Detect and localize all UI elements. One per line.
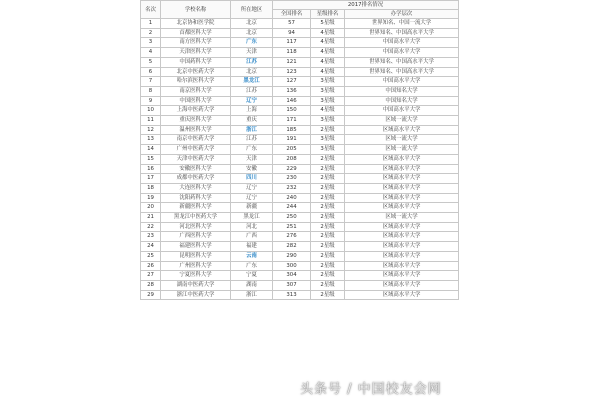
rank-cell: 4 [141,48,161,58]
level-cell: 区域一流大学 [345,116,459,126]
level-cell: 中国高水平大学 [345,38,459,48]
header-school: 学校名称 [161,1,231,19]
star-cell: 4星级 [311,38,345,48]
rank-cell: 11 [141,116,161,126]
rank-cell: 21 [141,213,161,223]
school-cell: 广西医科大学 [161,232,231,242]
ranking-table [140,0,459,300]
national-rank-cell: 290 [273,251,311,261]
level-cell: 区域一流大学 [345,213,459,223]
national-rank-cell: 171 [273,116,311,126]
region-cell: 广东 [231,38,273,48]
rank-cell: 19 [141,193,161,203]
rank-cell: 13 [141,135,161,145]
school-cell: 中国药科大学 [161,57,231,67]
region-cell: 新疆 [231,203,273,213]
school-cell: 大连医科大学 [161,183,231,193]
region-cell: 湖南 [231,280,273,290]
region-cell: 浙江 [231,290,273,300]
star-cell: 2星级 [311,290,345,300]
rank-cell: 7 [141,77,161,87]
rank-cell: 22 [141,222,161,232]
region-cell: 安徽 [231,164,273,174]
school-cell: 昆明医科大学 [161,251,231,261]
rank-cell: 2 [141,28,161,38]
school-cell: 黑龙江中医药大学 [161,213,231,223]
national-rank-cell: 191 [273,135,311,145]
national-rank-cell: 232 [273,183,311,193]
table-row [141,145,459,155]
level-cell: 区域高水平大学 [345,290,459,300]
region-cell: 辽宁 [231,183,273,193]
table-row [141,77,459,87]
region-cell: 江苏 [231,86,273,96]
region-cell: 黑龙江 [231,213,273,223]
table-row [141,213,459,223]
school-cell: 安徽医科大学 [161,164,231,174]
national-rank-cell: 185 [273,125,311,135]
national-rank-cell: 123 [273,67,311,77]
national-rank-cell: 121 [273,57,311,67]
national-rank-cell: 307 [273,280,311,290]
rank-cell: 8 [141,86,161,96]
national-rank-cell: 94 [273,28,311,38]
level-cell: 区域高水平大学 [345,280,459,290]
rank-cell: 26 [141,261,161,271]
header-group: 2017排名情况 [273,1,459,10]
school-cell: 宁夏医科大学 [161,271,231,281]
star-cell: 2星级 [311,183,345,193]
national-rank-cell: 208 [273,154,311,164]
header-rank: 名次 [141,1,161,19]
school-cell: 河北医科大学 [161,222,231,232]
rank-cell: 14 [141,145,161,155]
rank-cell: 15 [141,154,161,164]
table-row [141,28,459,38]
star-cell: 3星级 [311,77,345,87]
table-row [141,174,459,184]
rank-cell: 5 [141,57,161,67]
rank-cell: 9 [141,96,161,106]
rank-cell: 1 [141,19,161,29]
table-row [141,251,459,261]
level-cell: 区域高水平大学 [345,164,459,174]
table-row [141,154,459,164]
national-rank-cell: 251 [273,222,311,232]
star-cell: 2星级 [311,242,345,252]
star-cell: 3星级 [311,116,345,126]
level-cell: 世界知名、中国高水平大学 [345,57,459,67]
level-cell: 中国高水平大学 [345,77,459,87]
region-cell: 江苏 [231,57,273,67]
national-rank-cell: 282 [273,242,311,252]
school-cell: 温州医科大学 [161,125,231,135]
star-cell: 3星级 [311,96,345,106]
rank-cell: 27 [141,271,161,281]
level-cell: 区域一流大学 [345,135,459,145]
rank-cell: 17 [141,174,161,184]
national-rank-cell: 118 [273,48,311,58]
star-cell: 4星级 [311,48,345,58]
rank-cell: 12 [141,125,161,135]
rank-cell: 10 [141,106,161,116]
level-cell: 中国知名大学 [345,86,459,96]
level-cell: 区域高水平大学 [345,271,459,281]
school-cell: 浙江中医药大学 [161,290,231,300]
school-cell: 南京医科大学 [161,86,231,96]
national-rank-cell: 240 [273,193,311,203]
header-level: 办学层次 [345,10,459,19]
header-star-rank: 星级排名 [311,10,345,19]
star-cell: 3星级 [311,86,345,96]
school-cell: 重庆医科大学 [161,116,231,126]
table-row [141,242,459,252]
region-cell: 辽宁 [231,96,273,106]
star-cell: 2星级 [311,251,345,261]
table-row [141,57,459,67]
national-rank-cell: 136 [273,86,311,96]
rank-cell: 16 [141,164,161,174]
star-cell: 3星级 [311,145,345,155]
region-cell: 北京 [231,67,273,77]
national-rank-cell: 229 [273,164,311,174]
level-cell: 区域高水平大学 [345,125,459,135]
rank-cell: 25 [141,251,161,261]
level-cell: 区域高水平大学 [345,183,459,193]
table-row [141,96,459,106]
table-body [141,19,459,300]
star-cell: 2星级 [311,222,345,232]
table-row [141,193,459,203]
school-cell: 北京协和医学院 [161,19,231,29]
table-row [141,271,459,281]
region-cell: 北京 [231,19,273,29]
region-cell: 广西 [231,232,273,242]
star-cell: 2星级 [311,154,345,164]
national-rank-cell: 244 [273,203,311,213]
table-row [141,135,459,145]
school-cell: 沈阳药科大学 [161,193,231,203]
school-cell: 南方医科大学 [161,38,231,48]
star-cell: 4星级 [311,57,345,67]
rank-cell: 23 [141,232,161,242]
level-cell: 区域高水平大学 [345,242,459,252]
rank-cell: 20 [141,203,161,213]
table-row [141,116,459,126]
level-cell: 中国高水平大学 [345,106,459,116]
school-cell: 福建医科大学 [161,242,231,252]
region-cell: 黑龙江 [231,77,273,87]
region-cell: 云南 [231,251,273,261]
star-cell: 2星级 [311,203,345,213]
school-cell: 广州医科大学 [161,261,231,271]
table-row [141,203,459,213]
rank-cell: 18 [141,183,161,193]
region-cell: 河北 [231,222,273,232]
region-cell: 浙江 [231,125,273,135]
table-row [141,290,459,300]
school-cell: 中国医科大学 [161,96,231,106]
star-cell: 3星级 [311,135,345,145]
national-rank-cell: 313 [273,290,311,300]
school-cell: 首都医科大学 [161,28,231,38]
table-row [141,86,459,96]
star-cell: 2星级 [311,125,345,135]
national-rank-cell: 150 [273,106,311,116]
star-cell: 2星级 [311,193,345,203]
national-rank-cell: 146 [273,96,311,106]
school-cell: 湖南中医药大学 [161,280,231,290]
level-cell: 世界知名、中国高水平大学 [345,28,459,38]
level-cell: 世界知名、中国一流大学 [345,19,459,29]
table-row [141,280,459,290]
rank-cell: 24 [141,242,161,252]
region-cell: 重庆 [231,116,273,126]
national-rank-cell: 300 [273,261,311,271]
region-cell: 广东 [231,145,273,155]
watermark: 头条号 / 中国校友会网 [300,382,442,397]
level-cell: 世界知名、中国高水平大学 [345,67,459,77]
table-row [141,261,459,271]
school-cell: 天津中医药大学 [161,154,231,164]
level-cell: 区域一流大学 [345,145,459,155]
national-rank-cell: 127 [273,77,311,87]
national-rank-cell: 57 [273,19,311,29]
level-cell: 区域高水平大学 [345,251,459,261]
region-cell: 宁夏 [231,271,273,281]
star-cell: 5星级 [311,19,345,29]
level-cell: 区域高水平大学 [345,154,459,164]
level-cell: 区域高水平大学 [345,193,459,203]
rank-cell: 6 [141,67,161,77]
table-row [141,222,459,232]
table-row [141,67,459,77]
star-cell: 2星级 [311,232,345,242]
header-row-1 [141,1,459,10]
school-cell: 上海中医药大学 [161,106,231,116]
rank-cell: 29 [141,290,161,300]
level-cell: 中国高水平大学 [345,48,459,58]
level-cell: 区域高水平大学 [345,232,459,242]
level-cell: 区域高水平大学 [345,222,459,232]
star-cell: 4星级 [311,67,345,77]
table-row [141,106,459,116]
national-rank-cell: 276 [273,232,311,242]
school-cell: 广州中医药大学 [161,145,231,155]
level-cell: 区域高水平大学 [345,203,459,213]
region-cell: 四川 [231,174,273,184]
rank-cell: 28 [141,280,161,290]
star-cell: 4星级 [311,106,345,116]
school-cell: 南京中医药大学 [161,135,231,145]
region-cell: 辽宁 [231,193,273,203]
national-rank-cell: 304 [273,271,311,281]
ranking-table-container [140,0,460,400]
table-row [141,164,459,174]
header-region: 所在地区 [231,1,273,19]
star-cell: 4星级 [311,28,345,38]
level-cell: 区域高水平大学 [345,261,459,271]
rank-cell: 3 [141,38,161,48]
national-rank-cell: 250 [273,213,311,223]
region-cell: 上海 [231,106,273,116]
region-cell: 天津 [231,48,273,58]
level-cell: 区域高水平大学 [345,174,459,184]
star-cell: 2星级 [311,164,345,174]
star-cell: 2星级 [311,174,345,184]
table-row [141,125,459,135]
level-cell: 中国知名大学 [345,96,459,106]
school-cell: 新疆医科大学 [161,203,231,213]
school-cell: 成都中医药大学 [161,174,231,184]
region-cell: 江苏 [231,135,273,145]
school-cell: 北京中医药大学 [161,67,231,77]
national-rank-cell: 230 [273,174,311,184]
national-rank-cell: 117 [273,38,311,48]
star-cell: 2星级 [311,280,345,290]
region-cell: 福建 [231,242,273,252]
school-cell: 哈尔滨医科大学 [161,77,231,87]
header-national-rank: 全国排名 [273,10,311,19]
region-cell: 北京 [231,28,273,38]
region-cell: 广东 [231,261,273,271]
star-cell: 2星级 [311,271,345,281]
table-row [141,232,459,242]
table-row [141,19,459,29]
table-row [141,183,459,193]
national-rank-cell: 205 [273,145,311,155]
region-cell: 天津 [231,154,273,164]
table-row [141,38,459,48]
star-cell: 2星级 [311,261,345,271]
school-cell: 天津医科大学 [161,48,231,58]
table-row [141,48,459,58]
star-cell: 2星级 [311,213,345,223]
